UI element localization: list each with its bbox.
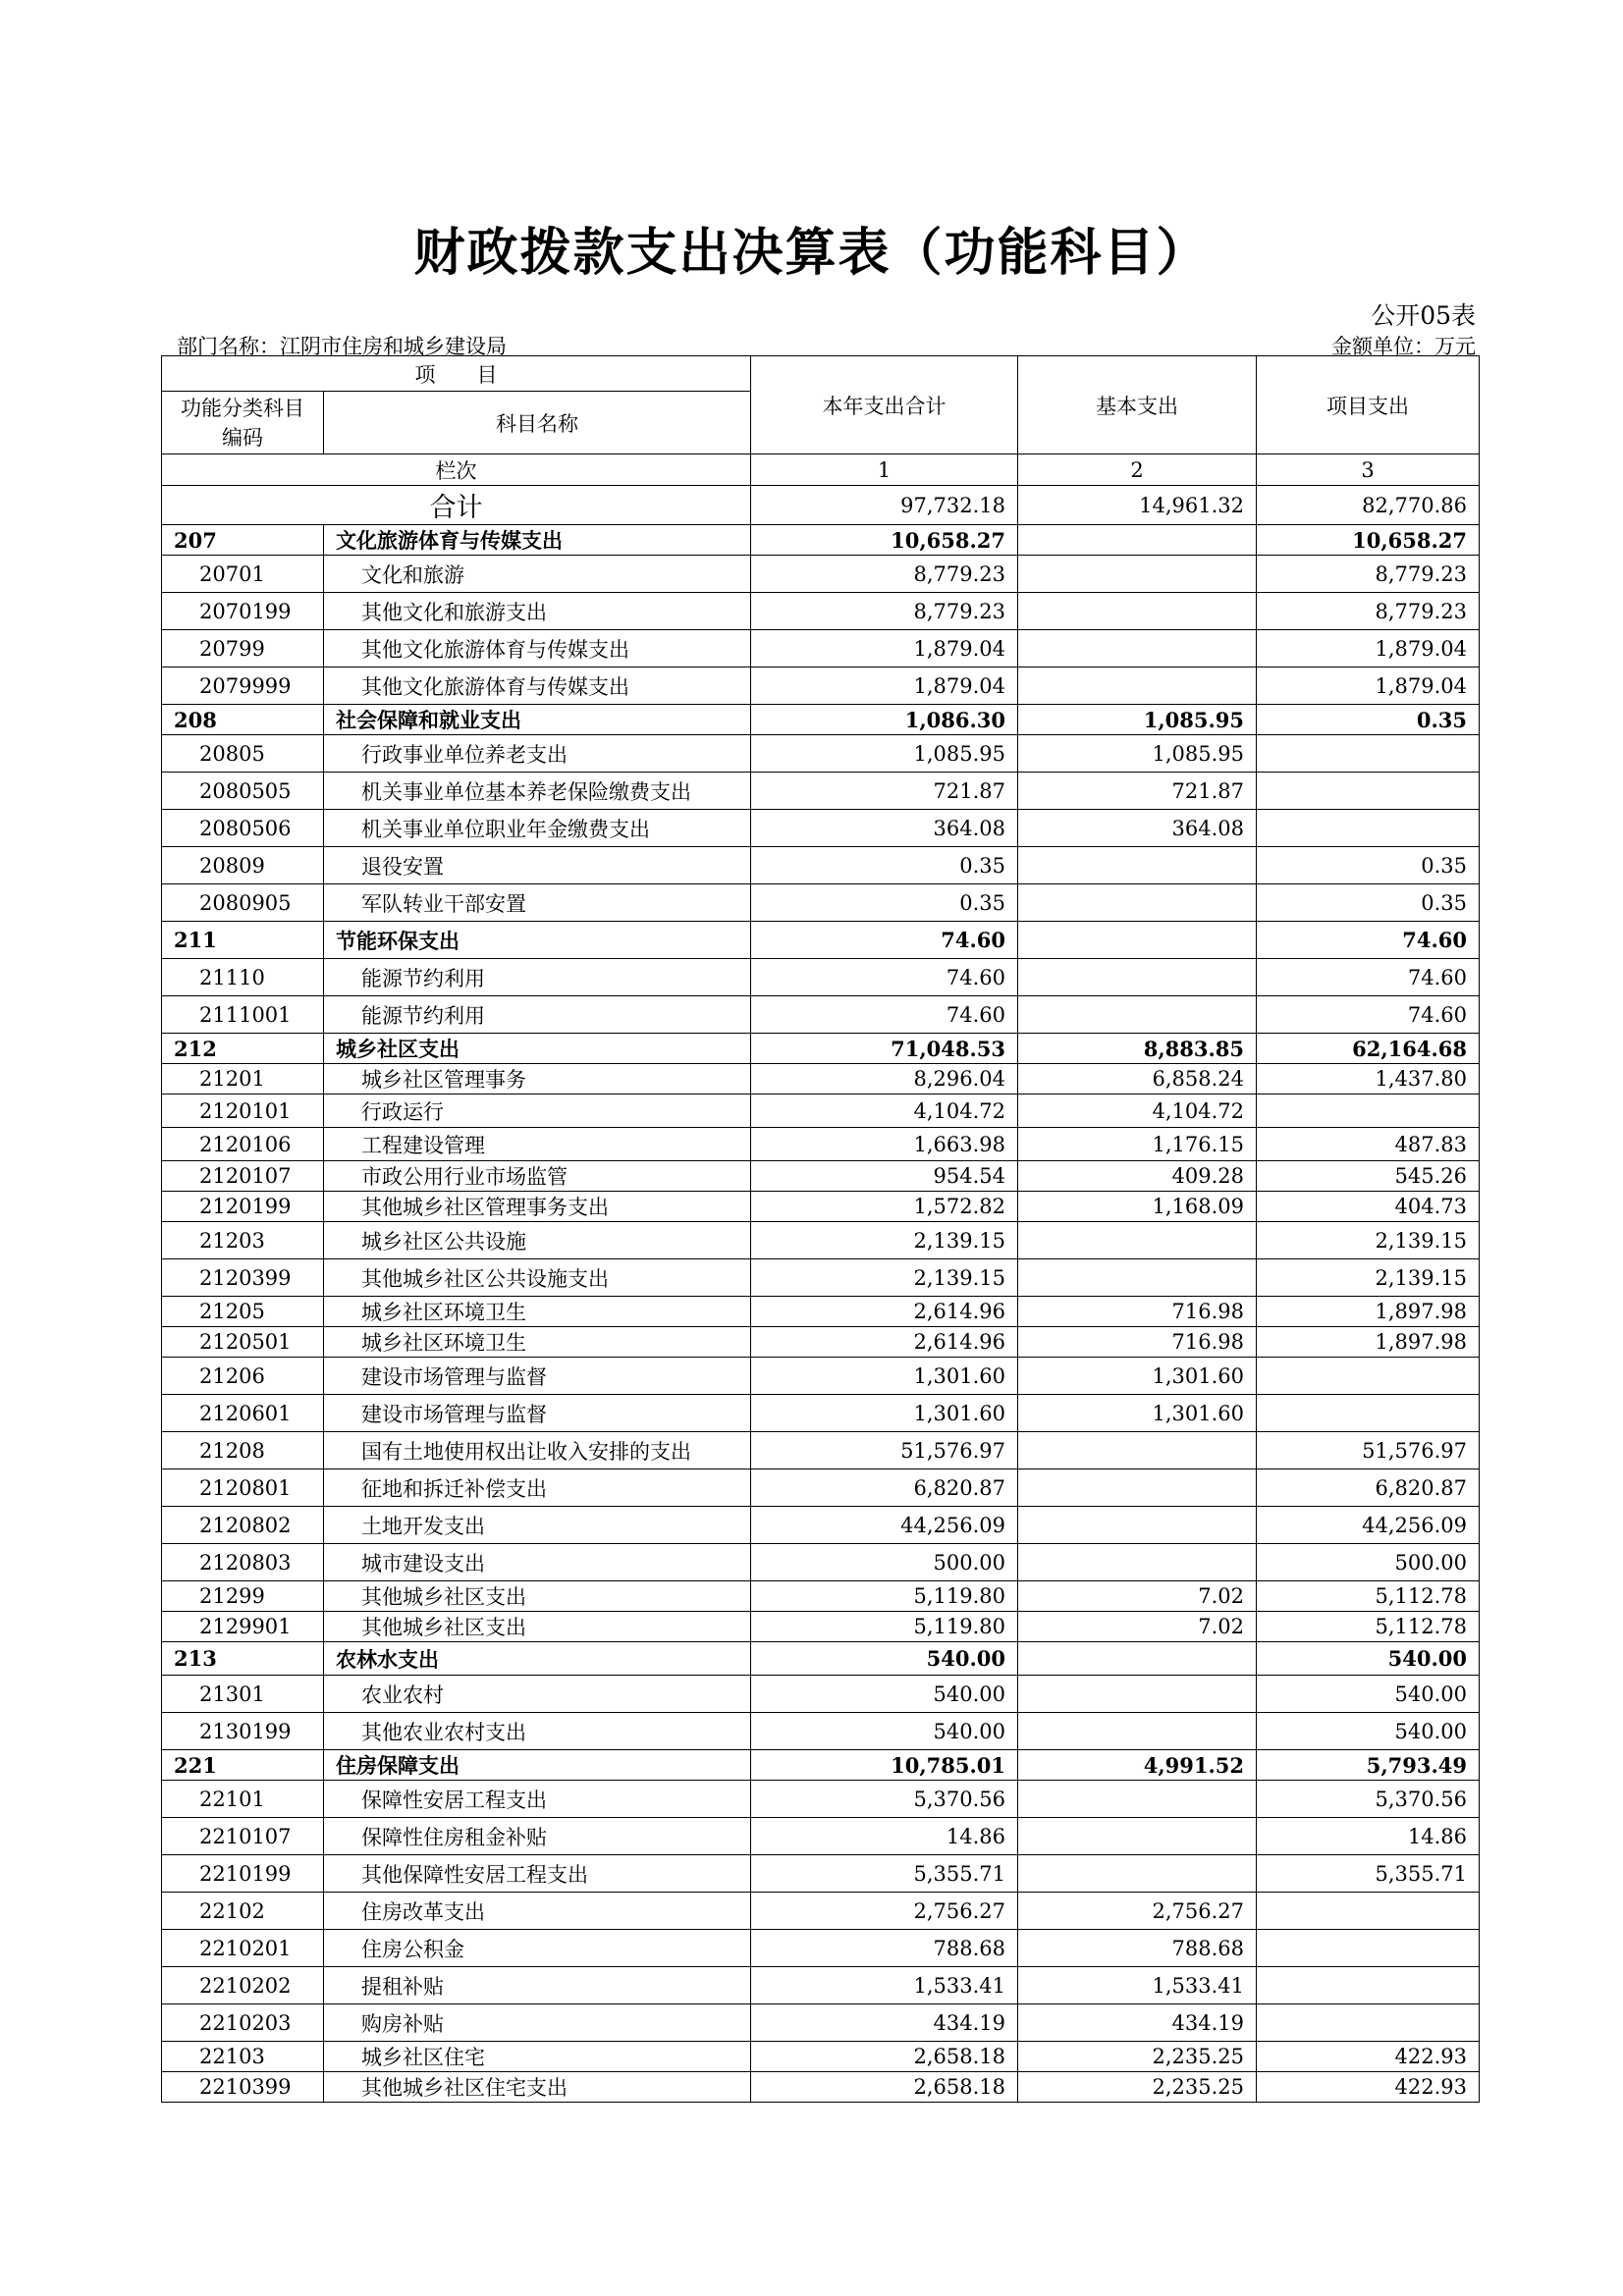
row-basic — [1018, 1469, 1257, 1507]
table-row — [162, 1750, 1480, 1781]
row-name: 其他城乡社区公共设施支出 — [324, 1259, 751, 1297]
row-code: 2070199 — [162, 593, 324, 630]
row-basic: 2,235.25 — [1018, 2042, 1257, 2072]
row-code: 2079999 — [162, 667, 324, 705]
row-name: 机关事业单位基本养老保险缴费支出 — [324, 773, 751, 810]
row-project: 5,112.78 — [1257, 1612, 1480, 1642]
table-row — [162, 959, 1480, 996]
row-code: 211 — [162, 922, 324, 959]
row-project: 540.00 — [1257, 1713, 1480, 1750]
row-code: 2210202 — [162, 1967, 324, 2004]
row-project: 0.35 — [1257, 847, 1480, 884]
row-total: 44,256.09 — [751, 1507, 1018, 1544]
row-code: 2120501 — [162, 1327, 324, 1358]
table-row — [162, 2072, 1480, 2103]
row-name: 其他文化和旅游支出 — [324, 593, 751, 630]
row-total: 5,119.80 — [751, 1612, 1018, 1642]
row-name: 国有土地使用权出让收入安排的支出 — [324, 1432, 751, 1469]
row-total: 5,119.80 — [751, 1581, 1018, 1612]
row-code: 20809 — [162, 847, 324, 884]
row-total: 1,879.04 — [751, 667, 1018, 705]
table-row — [162, 525, 1480, 556]
row-basic: 1,176.15 — [1018, 1128, 1257, 1161]
row-total: 1,663.98 — [751, 1128, 1018, 1161]
table-row — [162, 810, 1480, 847]
row-total: 0.35 — [751, 884, 1018, 922]
total-label: 合计 — [162, 486, 751, 525]
row-name: 农业农村 — [324, 1676, 751, 1713]
row-code: 21206 — [162, 1358, 324, 1395]
row-code: 2120101 — [162, 1095, 324, 1128]
row-total: 74.60 — [751, 996, 1018, 1034]
total-sum: 97,732.18 — [751, 486, 1018, 525]
row-code: 2120801 — [162, 1469, 324, 1507]
table-row — [162, 1095, 1480, 1128]
row-total: 954.54 — [751, 1161, 1018, 1192]
row-project: 500.00 — [1257, 1544, 1480, 1581]
table-row — [162, 847, 1480, 884]
table-row — [162, 1507, 1480, 1544]
department-name: 部门名称：江阴市住房和城乡建设局 — [177, 335, 507, 358]
row-basic — [1018, 1432, 1257, 1469]
row-basic — [1018, 556, 1257, 593]
row-project: 5,355.71 — [1257, 1855, 1480, 1893]
header-name: 科目名称 — [324, 392, 751, 454]
row-basic — [1018, 847, 1257, 884]
table-row — [162, 1612, 1480, 1642]
row-code: 2120601 — [162, 1395, 324, 1432]
row-name: 其他文化旅游体育与传媒支出 — [324, 667, 751, 705]
table-row — [162, 1259, 1480, 1297]
row-total: 540.00 — [751, 1676, 1018, 1713]
row-total: 1,085.95 — [751, 735, 1018, 773]
row-basic: 2,235.25 — [1018, 2072, 1257, 2103]
page-title: 财政拨款支出决算表（功能科目） — [413, 223, 1210, 283]
row-basic: 4,104.72 — [1018, 1095, 1257, 1128]
row-total: 10,785.01 — [751, 1750, 1018, 1781]
row-basic — [1018, 996, 1257, 1034]
table-row — [162, 1893, 1480, 1930]
row-name: 土地开发支出 — [324, 1507, 751, 1544]
table-row — [162, 1676, 1480, 1713]
table-row — [162, 1432, 1480, 1469]
row-basic — [1018, 1855, 1257, 1893]
row-name: 住房保障支出 — [324, 1750, 751, 1781]
row-basic: 2,756.27 — [1018, 1893, 1257, 1930]
row-code: 20701 — [162, 556, 324, 593]
table-row — [162, 1128, 1480, 1161]
row-project: 5,370.56 — [1257, 1781, 1480, 1818]
row-code: 22103 — [162, 2042, 324, 2072]
row-code: 22102 — [162, 1893, 324, 1930]
table-row — [162, 1781, 1480, 1818]
row-name: 其他城乡社区管理事务支出 — [324, 1192, 751, 1222]
row-name: 住房改革支出 — [324, 1893, 751, 1930]
row-code: 208 — [162, 705, 324, 735]
row-project: 540.00 — [1257, 1676, 1480, 1713]
row-code: 21301 — [162, 1676, 324, 1713]
row-basic — [1018, 1507, 1257, 1544]
row-project: 422.93 — [1257, 2042, 1480, 2072]
row-name: 城乡社区公共设施 — [324, 1222, 751, 1259]
row-basic: 1,085.95 — [1018, 705, 1257, 735]
row-total: 5,355.71 — [751, 1855, 1018, 1893]
row-code: 207 — [162, 525, 324, 556]
row-code: 20799 — [162, 630, 324, 667]
row-code: 213 — [162, 1642, 324, 1676]
table-row — [162, 735, 1480, 773]
row-project — [1257, 1395, 1480, 1432]
row-basic: 788.68 — [1018, 1930, 1257, 1967]
row-name: 购房补贴 — [324, 2004, 751, 2042]
table-row — [162, 1967, 1480, 2004]
table-row — [162, 884, 1480, 922]
row-name: 工程建设管理 — [324, 1128, 751, 1161]
table-row — [162, 1930, 1480, 1967]
row-code: 2080506 — [162, 810, 324, 847]
row-code: 2130199 — [162, 1713, 324, 1750]
row-total: 2,756.27 — [751, 1893, 1018, 1930]
table-row — [162, 1544, 1480, 1581]
header-project: 项目支出 — [1257, 356, 1480, 454]
row-name: 其他城乡社区住宅支出 — [324, 2072, 751, 2103]
header-total: 本年支出合计 — [751, 356, 1018, 454]
row-basic: 409.28 — [1018, 1161, 1257, 1192]
row-code: 21208 — [162, 1432, 324, 1469]
row-code: 2120106 — [162, 1128, 324, 1161]
row-project: 1,879.04 — [1257, 630, 1480, 667]
table-row — [162, 1855, 1480, 1893]
row-total: 4,104.72 — [751, 1095, 1018, 1128]
row-code: 22101 — [162, 1781, 324, 1818]
table-row — [162, 556, 1480, 593]
row-name: 节能环保支出 — [324, 922, 751, 959]
row-basic — [1018, 1676, 1257, 1713]
row-name: 城乡社区管理事务 — [324, 1064, 751, 1095]
table-row — [162, 593, 1480, 630]
row-project: 5,793.49 — [1257, 1750, 1480, 1781]
row-project: 8,779.23 — [1257, 556, 1480, 593]
row-basic: 364.08 — [1018, 810, 1257, 847]
row-total: 540.00 — [751, 1642, 1018, 1676]
row-basic — [1018, 1713, 1257, 1750]
lanci-label: 栏次 — [162, 454, 751, 486]
row-name: 军队转业干部安置 — [324, 884, 751, 922]
row-code: 21299 — [162, 1581, 324, 1612]
row-project — [1257, 810, 1480, 847]
row-project — [1257, 735, 1480, 773]
row-total: 1,533.41 — [751, 1967, 1018, 2004]
row-project: 0.35 — [1257, 884, 1480, 922]
table-row — [162, 1713, 1480, 1750]
row-project: 404.73 — [1257, 1192, 1480, 1222]
row-code: 2120802 — [162, 1507, 324, 1544]
row-basic — [1018, 630, 1257, 667]
row-project: 1,879.04 — [1257, 667, 1480, 705]
row-basic — [1018, 922, 1257, 959]
row-name: 城乡社区支出 — [324, 1034, 751, 1064]
row-total: 71,048.53 — [751, 1034, 1018, 1064]
row-total: 1,301.60 — [751, 1358, 1018, 1395]
row-total: 2,658.18 — [751, 2072, 1018, 2103]
row-total: 2,614.96 — [751, 1297, 1018, 1327]
row-code: 2120199 — [162, 1192, 324, 1222]
row-total: 8,779.23 — [751, 556, 1018, 593]
row-project: 5,112.78 — [1257, 1581, 1480, 1612]
row-name: 建设市场管理与监督 — [324, 1395, 751, 1432]
col-number-3: 3 — [1257, 454, 1480, 486]
table-row — [162, 996, 1480, 1034]
row-name: 城市建设支出 — [324, 1544, 751, 1581]
row-project: 14.86 — [1257, 1818, 1480, 1855]
row-total: 721.87 — [751, 773, 1018, 810]
row-project — [1257, 1967, 1480, 2004]
row-code: 21110 — [162, 959, 324, 996]
row-project: 74.60 — [1257, 959, 1480, 996]
row-basic — [1018, 1818, 1257, 1855]
row-name: 社会保障和就业支出 — [324, 705, 751, 735]
row-basic: 8,883.85 — [1018, 1034, 1257, 1064]
row-name: 机关事业单位职业年金缴费支出 — [324, 810, 751, 847]
row-basic — [1018, 884, 1257, 922]
row-name: 行政事业单位养老支出 — [324, 735, 751, 773]
table-row — [162, 2042, 1480, 2072]
row-name: 其他城乡社区支出 — [324, 1581, 751, 1612]
row-total: 10,658.27 — [751, 525, 1018, 556]
row-basic: 1,301.60 — [1018, 1358, 1257, 1395]
row-basic — [1018, 667, 1257, 705]
table-row — [162, 1297, 1480, 1327]
row-code: 2080905 — [162, 884, 324, 922]
row-total: 2,658.18 — [751, 2042, 1018, 2072]
row-total: 2,614.96 — [751, 1327, 1018, 1358]
row-name: 其他城乡社区支出 — [324, 1612, 751, 1642]
row-code: 2080505 — [162, 773, 324, 810]
total-basic: 14,961.32 — [1018, 486, 1257, 525]
row-project: 74.60 — [1257, 922, 1480, 959]
row-code: 20805 — [162, 735, 324, 773]
row-project: 0.35 — [1257, 705, 1480, 735]
row-code: 2210199 — [162, 1855, 324, 1893]
row-code: 21203 — [162, 1222, 324, 1259]
row-total: 0.35 — [751, 847, 1018, 884]
table-row — [162, 1581, 1480, 1612]
row-total: 2,139.15 — [751, 1222, 1018, 1259]
row-total: 8,296.04 — [751, 1064, 1018, 1095]
row-project — [1257, 1095, 1480, 1128]
row-project: 487.83 — [1257, 1128, 1480, 1161]
row-total: 788.68 — [751, 1930, 1018, 1967]
row-basic: 716.98 — [1018, 1297, 1257, 1327]
row-total: 1,301.60 — [751, 1395, 1018, 1432]
row-code: 21205 — [162, 1297, 324, 1327]
row-code: 2210399 — [162, 2072, 324, 2103]
row-total: 500.00 — [751, 1544, 1018, 1581]
expenditure-table — [161, 355, 1480, 2103]
row-name: 其他文化旅游体育与传媒支出 — [324, 630, 751, 667]
row-name: 文化旅游体育与传媒支出 — [324, 525, 751, 556]
row-basic — [1018, 1544, 1257, 1581]
row-basic: 434.19 — [1018, 2004, 1257, 2042]
row-code: 2120803 — [162, 1544, 324, 1581]
table-row — [162, 2004, 1480, 2042]
row-project — [1257, 1930, 1480, 1967]
row-code: 2120399 — [162, 1259, 324, 1297]
row-name: 其他保障性安居工程支出 — [324, 1855, 751, 1893]
row-total: 6,820.87 — [751, 1469, 1018, 1507]
header-basic: 基本支出 — [1018, 356, 1257, 454]
row-basic — [1018, 1259, 1257, 1297]
row-basic: 6,858.24 — [1018, 1064, 1257, 1095]
table-row — [162, 705, 1480, 735]
row-project: 545.26 — [1257, 1161, 1480, 1192]
row-name: 提租补贴 — [324, 1967, 751, 2004]
table-row — [162, 1395, 1480, 1432]
row-project: 10,658.27 — [1257, 525, 1480, 556]
row-total: 540.00 — [751, 1713, 1018, 1750]
row-basic: 716.98 — [1018, 1327, 1257, 1358]
row-code: 212 — [162, 1034, 324, 1064]
row-total: 1,572.82 — [751, 1192, 1018, 1222]
row-basic: 7.02 — [1018, 1581, 1257, 1612]
row-total: 364.08 — [751, 810, 1018, 847]
row-project: 44,256.09 — [1257, 1507, 1480, 1544]
row-basic: 721.87 — [1018, 773, 1257, 810]
table-row — [162, 1161, 1480, 1192]
form-number: 公开05表 — [1371, 301, 1476, 330]
row-name: 保障性住房租金补贴 — [324, 1818, 751, 1855]
table-row — [162, 1469, 1480, 1507]
row-total: 1,879.04 — [751, 630, 1018, 667]
row-project: 540.00 — [1257, 1642, 1480, 1676]
row-basic: 1,301.60 — [1018, 1395, 1257, 1432]
row-project: 422.93 — [1257, 2072, 1480, 2103]
row-project: 2,139.15 — [1257, 1222, 1480, 1259]
table-row — [162, 667, 1480, 705]
row-project: 1,897.98 — [1257, 1327, 1480, 1358]
row-total: 14.86 — [751, 1818, 1018, 1855]
row-project: 62,164.68 — [1257, 1034, 1480, 1064]
row-project: 1,437.80 — [1257, 1064, 1480, 1095]
row-basic — [1018, 1222, 1257, 1259]
row-project — [1257, 1893, 1480, 1930]
row-project: 51,576.97 — [1257, 1432, 1480, 1469]
table-row — [162, 1034, 1480, 1064]
row-project — [1257, 2004, 1480, 2042]
table-row — [162, 1064, 1480, 1095]
row-code: 21201 — [162, 1064, 324, 1095]
total-project: 82,770.86 — [1257, 486, 1480, 525]
row-name: 建设市场管理与监督 — [324, 1358, 751, 1395]
row-basic: 7.02 — [1018, 1612, 1257, 1642]
row-name: 征地和拆迁补偿支出 — [324, 1469, 751, 1507]
row-code: 2210203 — [162, 2004, 324, 2042]
row-name: 农林水支出 — [324, 1642, 751, 1676]
row-basic: 4,991.52 — [1018, 1750, 1257, 1781]
row-total: 74.60 — [751, 922, 1018, 959]
row-project: 2,139.15 — [1257, 1259, 1480, 1297]
row-name: 城乡社区环境卫生 — [324, 1327, 751, 1358]
row-basic — [1018, 525, 1257, 556]
header-code: 功能分类科目编码 — [162, 392, 324, 454]
row-project — [1257, 1358, 1480, 1395]
row-project: 1,897.98 — [1257, 1297, 1480, 1327]
row-basic — [1018, 1781, 1257, 1818]
row-name: 住房公积金 — [324, 1930, 751, 1967]
row-code: 2120107 — [162, 1161, 324, 1192]
table-row — [162, 1818, 1480, 1855]
row-project — [1257, 773, 1480, 810]
amount-unit: 金额单位：万元 — [1331, 335, 1476, 358]
row-total: 5,370.56 — [751, 1781, 1018, 1818]
table-row — [162, 1327, 1480, 1358]
row-name: 退役安置 — [324, 847, 751, 884]
table-row — [162, 630, 1480, 667]
row-name: 保障性安居工程支出 — [324, 1781, 751, 1818]
table-row — [162, 773, 1480, 810]
row-name: 市政公用行业市场监管 — [324, 1161, 751, 1192]
row-total: 74.60 — [751, 959, 1018, 996]
row-name: 能源节约利用 — [324, 996, 751, 1034]
row-name: 文化和旅游 — [324, 556, 751, 593]
row-total: 51,576.97 — [751, 1432, 1018, 1469]
col-number-2: 2 — [1018, 454, 1257, 486]
table-row — [162, 1642, 1480, 1676]
row-basic: 1,533.41 — [1018, 1967, 1257, 2004]
table-row — [162, 922, 1480, 959]
table-row — [162, 1192, 1480, 1222]
row-name: 行政运行 — [324, 1095, 751, 1128]
row-basic — [1018, 1642, 1257, 1676]
row-code: 2111001 — [162, 996, 324, 1034]
table-row — [162, 1222, 1480, 1259]
row-name: 城乡社区住宅 — [324, 2042, 751, 2072]
row-basic — [1018, 959, 1257, 996]
row-code: 2210107 — [162, 1818, 324, 1855]
row-total: 2,139.15 — [751, 1259, 1018, 1297]
row-total: 1,086.30 — [751, 705, 1018, 735]
row-total: 8,779.23 — [751, 593, 1018, 630]
header-item: 项 目 — [162, 356, 751, 392]
col-number-1: 1 — [751, 454, 1018, 486]
row-code: 221 — [162, 1750, 324, 1781]
row-total: 434.19 — [751, 2004, 1018, 2042]
row-project: 8,779.23 — [1257, 593, 1480, 630]
row-basic — [1018, 593, 1257, 630]
row-code: 2210201 — [162, 1930, 324, 1967]
row-code: 2129901 — [162, 1612, 324, 1642]
row-basic: 1,168.09 — [1018, 1192, 1257, 1222]
row-name: 能源节约利用 — [324, 959, 751, 996]
row-name: 城乡社区环境卫生 — [324, 1297, 751, 1327]
row-project: 6,820.87 — [1257, 1469, 1480, 1507]
table-row — [162, 1358, 1480, 1395]
row-project: 74.60 — [1257, 996, 1480, 1034]
row-name: 其他农业农村支出 — [324, 1713, 751, 1750]
row-basic: 1,085.95 — [1018, 735, 1257, 773]
